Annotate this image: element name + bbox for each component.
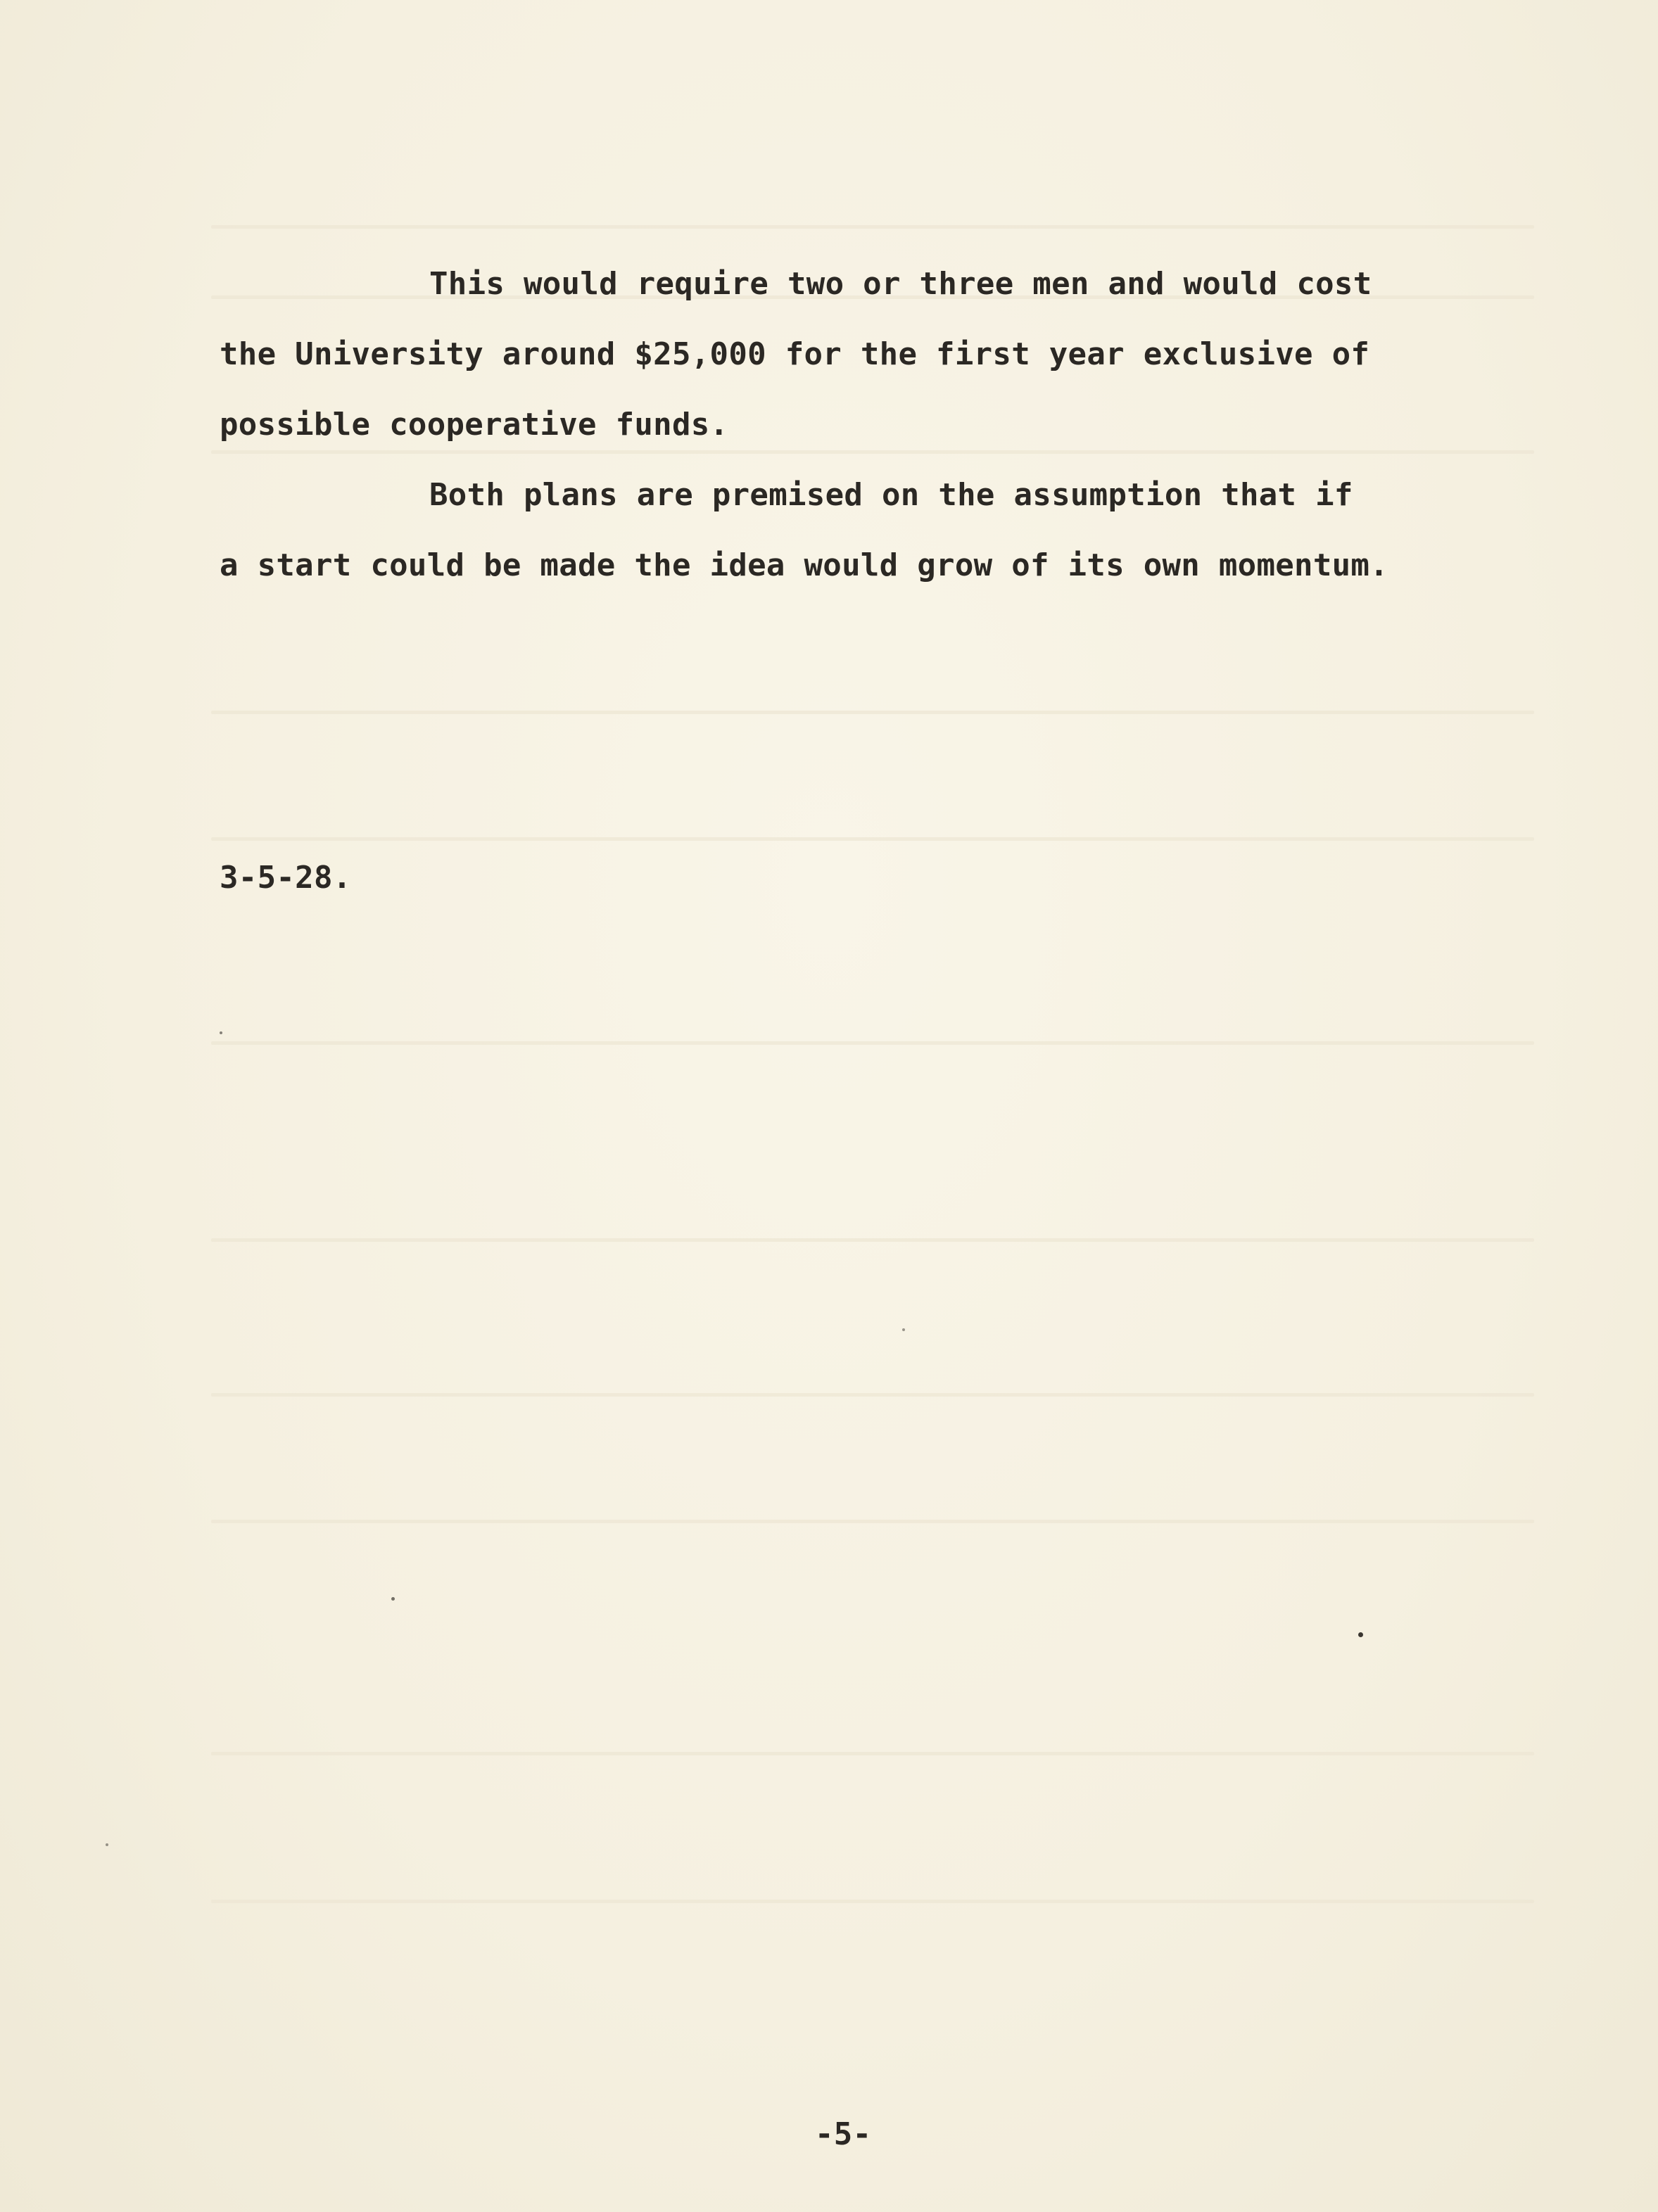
show-through-line — [211, 225, 1534, 229]
paper-speck — [902, 1328, 905, 1331]
paragraph-1-line-3: possible cooperative funds. — [220, 407, 729, 443]
paper-speck — [1358, 1632, 1363, 1637]
paper-speck — [220, 1031, 222, 1034]
show-through-line — [211, 1900, 1534, 1903]
show-through-line — [211, 1393, 1534, 1397]
page-number: -5- — [815, 2116, 872, 2152]
paragraph-2-line-2: a start could be made the idea would grow of its own momentum. — [220, 547, 1388, 583]
show-through-line — [211, 711, 1534, 714]
paragraph-1-line-1: This would require two or three men and would cost — [429, 266, 1372, 302]
show-through-line — [211, 1238, 1534, 1242]
document-date: 3-5-28. — [220, 860, 352, 896]
show-through-line — [211, 450, 1534, 454]
show-through-line — [211, 837, 1534, 841]
show-through-line — [211, 1041, 1534, 1045]
paper-speck — [106, 1843, 108, 1846]
show-through-line — [211, 1520, 1534, 1523]
show-through-line — [211, 1752, 1534, 1755]
paragraph-2-line-1: Both plans are premised on the assumption that if — [429, 477, 1353, 513]
paper-speck — [391, 1597, 395, 1601]
paragraph-1-line-2: the University around $25,000 for the first year exclusive of — [220, 336, 1370, 372]
